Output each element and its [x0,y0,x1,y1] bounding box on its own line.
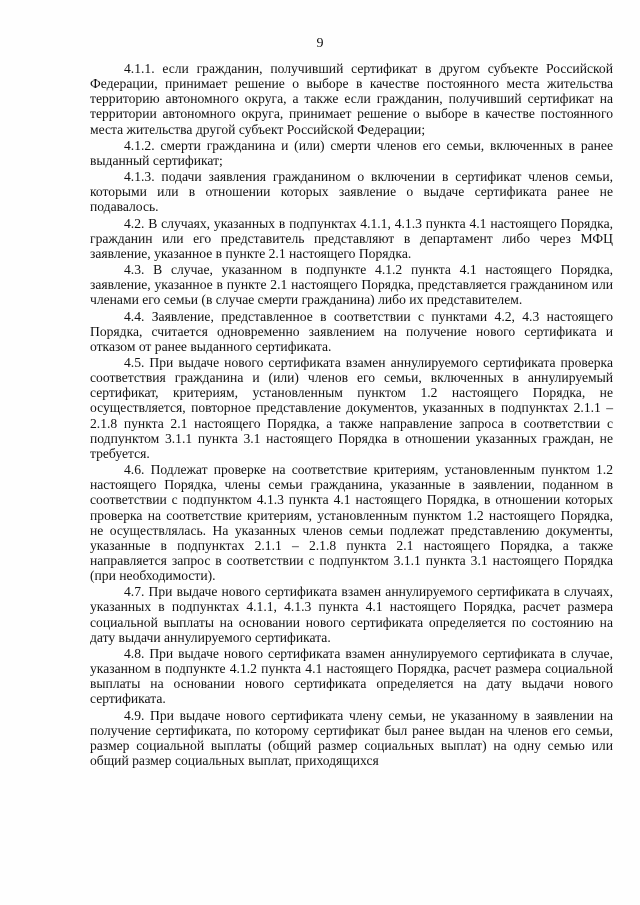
paragraph-4-7: 4.7. При выдаче нового сертификата взамен аннулируемого сертификата в случаях, указанных в подпунктах 4.1.1, 4.1.3 пункта 4.1 настоящего Порядка, расчет размера социальной выплаты на основании нового сертификата определяется по состоянию на дату выдачи аннулируемого сертификата. [90,584,613,645]
paragraph-4-5: 4.5. При выдаче нового сертификата взамен аннулируемого сертификата проверка соответствия гражданина и (или) членов его семьи, включенных в аннулируемый сертификат, критериям, установленным пунктом 1.2 настоящего Порядка, не осуществляется, повторное представление документов, указанных в подпунктах 2.1.1 – 2.1.8 пункта 2.1 настоящего Порядка, а также направление запроса в соответствии с подпунктом 3.1.1 пункта 3.1 настоящего Порядка в отношении указанных граждан, не требуется. [90,354,613,461]
document-body [90,61,613,769]
page-number: 9 [316,36,324,51]
paragraph-4-4: 4.4. Заявление, представленное в соответствии с пунктами 4.2, 4.3 настоящего Порядка, считается одновременно заявлением на получение нового сертификата и отказом от ранее выданного сертификата. [90,308,613,354]
paragraph-4-2: 4.2. В случаях, указанных в подпунктах 4.1.1, 4.1.3 пункта 4.1 настоящего Порядка, гражданин или его представитель представляют в департамент либо через МФЦ заявление, указанное в пункте 2.1 настоящего Порядка. [90,215,613,261]
paragraph-4-1-2: 4.1.2. смерти гражданина и (или) смерти членов его семьи, включенных в ранее выданный сертификат; [90,137,613,168]
paragraph-4-3: 4.3. В случае, указанном в подпункте 4.1.2 пункта 4.1 настоящего Порядка, заявление, указанное в пункте 2.1 настоящего Порядка, представляется гражданином или членами его семьи (в случае смерти гражданина) либо их представителем. [90,262,613,308]
paragraph-4-1-3: 4.1.3. подачи заявления гражданином о включении в сертификат членов семьи, которыми или в отношении которых заявление о выдаче сертификата ранее не подавалось. [90,169,613,215]
paragraph-4-1-1: 4.1.1. если гражданин, получивший сертификат в другом субъекте Российской Федерации, принимает решение о выборе в качестве постоянного места жительства территорию автономного округа, а также если гражданин, получивший сертификат на территории автономного округа, принимает решение о выборе в качестве постоянного места жительства другой субъект Российской Федерации; [90,61,613,137]
paragraph-4-8: 4.8. При выдаче нового сертификата взамен аннулируемого сертификата в случае, указанном в подпункте 4.1.2 пункта 4.1 настоящего Порядка, расчет размера социальной выплаты на основании нового сертификата определяется на дату выдачи нового сертификата. [90,645,613,707]
paragraph-4-6: 4.6. Подлежат проверке на соответствие критериям, установленным пунктом 1.2 настоящего Порядка, члены семьи гражданина, указанные в заявлении, поданном в соответствии с подпунктом 4.1.3 пункта 4.1 настоящего Порядка, в отношении которых проверка на соответствие критериям, установленным пунктом 1.2 настоящего Порядка, не осуществлялась. На указанных членов семьи подлежат представлению документы, указанные в подпунктах 2.1.1 – 2.1.8 пункта 2.1 настоящего Порядка, а также направляется запрос в соответствии с подпунктом 3.1.1 пункта 3.1 настоящего Порядка (при необходимости). [90,462,613,584]
paragraph-4-9: 4.9. При выдаче нового сертификата члену семьи, не указанному в заявлении на получение сертификата, по которому сертификат был ранее выдан на членов его семьи, размер социальной выплаты (общий размер социальных выплат) на одну семью или общий размер социальных выплат, приходящихся [90,707,613,769]
